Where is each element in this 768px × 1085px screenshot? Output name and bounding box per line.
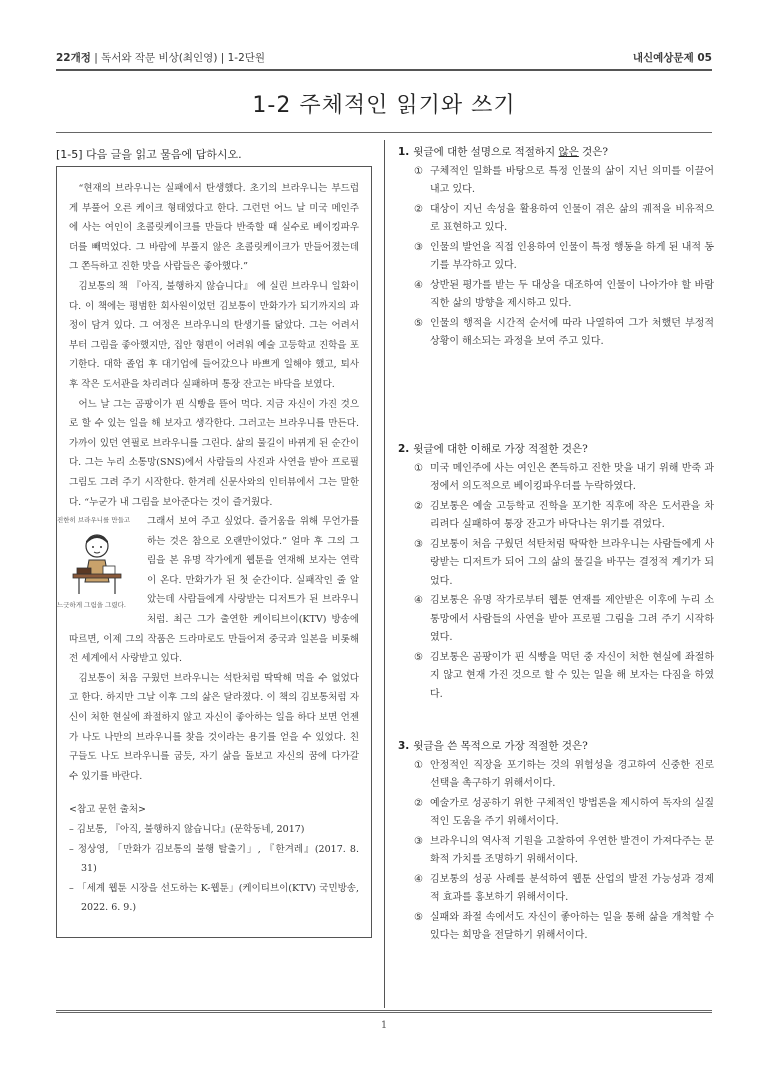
title-rule [56, 132, 712, 133]
option-text: 구체적인 일화를 바탕으로 특정 인물의 삶이 지닌 의미를 이끌어 내고 있다. [430, 165, 714, 195]
page-header [56, 48, 712, 66]
option-1[interactable] [398, 757, 714, 794]
question-2 [398, 440, 714, 704]
option-4[interactable] [398, 871, 714, 908]
option-marker: ④ [414, 873, 423, 885]
question-number: 3. [398, 740, 410, 752]
stem-text: 윗글에 대한 설명으로 적절하지 [413, 146, 559, 158]
option-text: 브라우니의 역사적 기원을 고찰하여 우연한 발견이 가져다주는 문화적 가치를 조명하기 위해서이다. [430, 835, 714, 865]
option-text: 김보통의 성공 사례를 분석하여 웹툰 산업의 발전 가능성과 경제적 효과를 홍보하기 위해서이다. [430, 873, 714, 903]
option-marker: ④ [414, 279, 423, 291]
question-stem [398, 440, 714, 459]
question-number: 1. [398, 146, 410, 158]
passage-paragraph-4: 김보통이 처음 구웠던 브라우니는 석탄처럼 딱딱해 먹을 수 없었다고 한다. 하지만 그날 이후 그의 삶은 달라졌다. 이 책의 김보통처럼 자신이 처한 현실에 좌절하지 않고 자신이 좋아하는 일을 하다 보면 언젠가 나도 나만의 브라우니를 찾을 것이라는 용기를 얻을 수 있었다. 친구들도 나도 브라우니를 굽듯, 자기 삶을 돌보고 자신의 꿈에 다가갈 수 있기를 바란다. [69, 672, 359, 782]
question-1 [398, 143, 714, 352]
brownie-illustration [57, 516, 143, 610]
option-2[interactable] [398, 498, 714, 535]
stem-text: 윗글을 쓴 목적으로 가장 적절한 것은? [413, 740, 588, 752]
option-1[interactable] [398, 460, 714, 497]
passage-paragraph-1: “현재의 브라우니는 실패에서 탄생했다. 초기의 브라우니는 부드럽게 부풀어 오른 케이크 형태였다고 한다. 그런던 어느 날 미국 메인주에 사는 여인이 초콜릿케이크를 만들다 반죽할 때 실수로 베이킹파우더를 빼먹었다. 그 바람에 부풀지 않은 초콜릿케이크가 만들어졌는데 그 쫀득하고 진한 맛을 사람들은 좋아했다.” [69, 183, 359, 273]
question-stem [398, 143, 714, 162]
figure-caption-bottom: 느긋하게 그림을 그렸다. [57, 601, 126, 610]
option-marker: ⑤ [414, 317, 423, 329]
person-drawing-icon [67, 530, 127, 596]
option-marker: ④ [414, 595, 423, 606]
figure-caption-top: 진한히 브라우니를 만들고 [57, 516, 131, 525]
page-number: 1 [380, 1020, 388, 1031]
course-label [56, 50, 265, 65]
option-5[interactable] [398, 649, 714, 705]
option-marker: ② [414, 203, 423, 215]
references-heading: <참고 문헌 출처> [69, 804, 147, 816]
reference-1: – 김보통, 『아직, 불행하지 않습니다』(문학동네, 2017) [69, 824, 305, 835]
option-2[interactable] [398, 795, 714, 832]
stem-underlined: 않은 [558, 146, 579, 158]
reference-3: – 「세계 웹툰 시장을 선도하는 K-웹툰」(케이티브이(KTV) 국민방송, 2022. 6. 9.) [69, 882, 359, 914]
option-marker: ① [414, 462, 423, 474]
option-2[interactable] [398, 201, 714, 238]
option-marker: ③ [414, 835, 423, 847]
option-text: 김보통은 예술 고등학교 진학을 포기한 직후에 작은 도서관을 차리려다 실패하여 통장 잔고가 바닥나는 위기를 겪었다. [430, 500, 714, 530]
option-text: 미국 메인주에 사는 여인은 쫀득하고 진한 맛을 내기 위해 반죽 과정에서 의도적으로 베이킹파우더를 누락하였다. [430, 462, 714, 492]
option-text: 김보통이 처음 구웠던 석탄처럼 딱딱한 브라우니는 사람들에게 사랑받는 디저트가 되어 그의 삶의 물길을 바꾸는 결정적 계기가 되었다. [430, 538, 714, 587]
exam-label: 내신예상문제 05 [632, 52, 712, 64]
option-4[interactable] [398, 592, 714, 648]
option-text: 대상이 지닌 속성을 활용하여 인물이 겪은 삶의 궤적을 비유적으로 표현하고 있다. [430, 203, 714, 233]
option-marker: ⑤ [414, 911, 423, 923]
column-divider [384, 140, 385, 1008]
option-marker: ③ [414, 538, 423, 550]
option-3[interactable] [398, 833, 714, 870]
option-marker: ③ [414, 241, 423, 253]
option-marker: ① [414, 165, 423, 177]
option-text: 김보통은 유명 작가로부터 웹툰 연재를 제안받은 이후에 누리 소통망에서 사람들의 사연을 받아 프로필 그림을 그려 주기 시작하였다. [430, 595, 714, 643]
instruction: [1-5] 다음 글을 읽고 물음에 답하시오. [56, 148, 242, 161]
question-number: 2. [398, 443, 410, 455]
page-title: 1-2 주체적인 읽기와 쓰기 [252, 93, 516, 118]
passage-paragraph-3a: 어느 날 그는 곰팡이가 핀 식빵을 뜯어 먹다. 지금 자신이 가진 것으로 할 수 있는 일을 해 보자고 생각한다. 그러고는 브라우니를 만든다. 가까이 있던 연필로 브라우니를 그린다. 삶의 물길이 바뀌게 된 순간이다. 그는 누리 소통망(SNS)에서 사람들의 사진과 사연을 받아 프로필 그림도 그려 주기 시작한다. 한겨레 신문사와의 인터뷰에서 그는 말한다. “누군가 내 그림을 보아준다는 것이 즐거웠다. [69, 398, 359, 508]
option-text: 김보통은 곰팡이가 핀 식빵을 먹던 중 자신이 처한 현실에 좌절하지 않고 현재 가진 것으로 할 수 있는 일을 해 보자는 다짐을 하였다. [430, 651, 714, 700]
reference-2: – 정상영, 「만화가 김보통의 불행 탈출기」, 『한겨레』(2017. 8. 31) [69, 843, 359, 875]
header-rule [56, 69, 712, 71]
curriculum-label: 22개정 [56, 52, 91, 64]
question-stem [398, 737, 714, 756]
option-5[interactable] [398, 315, 714, 352]
option-marker: ② [414, 500, 423, 512]
option-text: 인물의 발언을 직접 인용하여 인물이 특정 행동을 하게 된 내적 동기를 부각하고 있다. [430, 241, 714, 271]
option-text: 예술가로 성공하기 위한 구체적인 방법론을 제시하여 독자의 실질적인 도움을 주기 위해서이다. [430, 797, 714, 827]
question-3 [398, 737, 714, 946]
option-marker: ⑤ [414, 651, 423, 663]
option-4[interactable] [398, 277, 714, 314]
stem-text: 윗글에 대한 이해로 가장 적절한 것은? [413, 443, 588, 455]
option-text: 상반된 평가를 받는 두 대상을 대조하여 인물이 나아가야 할 바람직한 삶의 방향을 제시하고 있다. [430, 279, 714, 309]
option-marker: ② [414, 797, 423, 809]
option-text: 안정적인 직장을 포기하는 것의 위험성을 경고하여 신중한 진로 선택을 촉구하기 위해서이다. [430, 759, 714, 789]
references [69, 800, 359, 918]
footer-rule [56, 1010, 712, 1013]
stem-text-end: 것은? [578, 146, 609, 158]
option-text: 인물의 행적을 시간적 순서에 따라 나열하여 그가 처했던 부정적 상황이 해소되는 과정을 보여 주고 있다. [430, 317, 714, 347]
option-1[interactable] [398, 163, 714, 200]
option-5[interactable] [398, 909, 714, 946]
option-text: 실패와 좌절 속에서도 자신이 좋아하는 일을 통해 삶을 개척할 수 있다는 희망을 전달하기 위해서이다. [430, 911, 714, 941]
option-3[interactable] [398, 536, 714, 592]
option-3[interactable] [398, 239, 714, 276]
passage-paragraph-2: 김보통의 책 『아직, 불행하지 않습니다』 에 실린 브라우니 일화이다. 이 책에는 평범한 회사원이었던 김보통이 만화가가 되기까지의 과정이 담겨 있다. 그 여정은 브라우니의 탄생기를 닮았다. 그는 어려서부터 그림을 좋아했지만, 집안 형편이 어려워 예술 고등학교 진학을 포기한다. 대학 졸업 후 대기업에 들어갔으나 바쁘게 일해야 했고, 퇴사 후 작은 도서관을 차리려다 실패하며 통장 잔고는 바닥을 보였다. [69, 280, 359, 390]
subject-label: | 독서와 작문 비상(최인영) | 1-2단원 [90, 52, 266, 64]
passage-paragraph-3b: 그래서 보여 주고 싶었다. 즐거움을 위해 무언가를 하는 것은 참으로 오랜만이었다.” 얼마 후 그의 그림을 본 유명 작가에게 웹툰을 연재해 보자는 연락이 온다. 만화가가 된 첫 순간이다. 실패작인 줄 알았는데 사람들에게 사랑받는 디저트가 된 브라우니처럼. 최근 그가 출연한 케이티브이(KTV) 방송에 따르면, 이제 그의 작품은 드라마로도 만들어져 중국과 일본을 비롯해 전 세계에서 사랑받고 있다. [69, 516, 359, 665]
passage-box [56, 166, 372, 938]
option-marker: ① [414, 759, 423, 771]
